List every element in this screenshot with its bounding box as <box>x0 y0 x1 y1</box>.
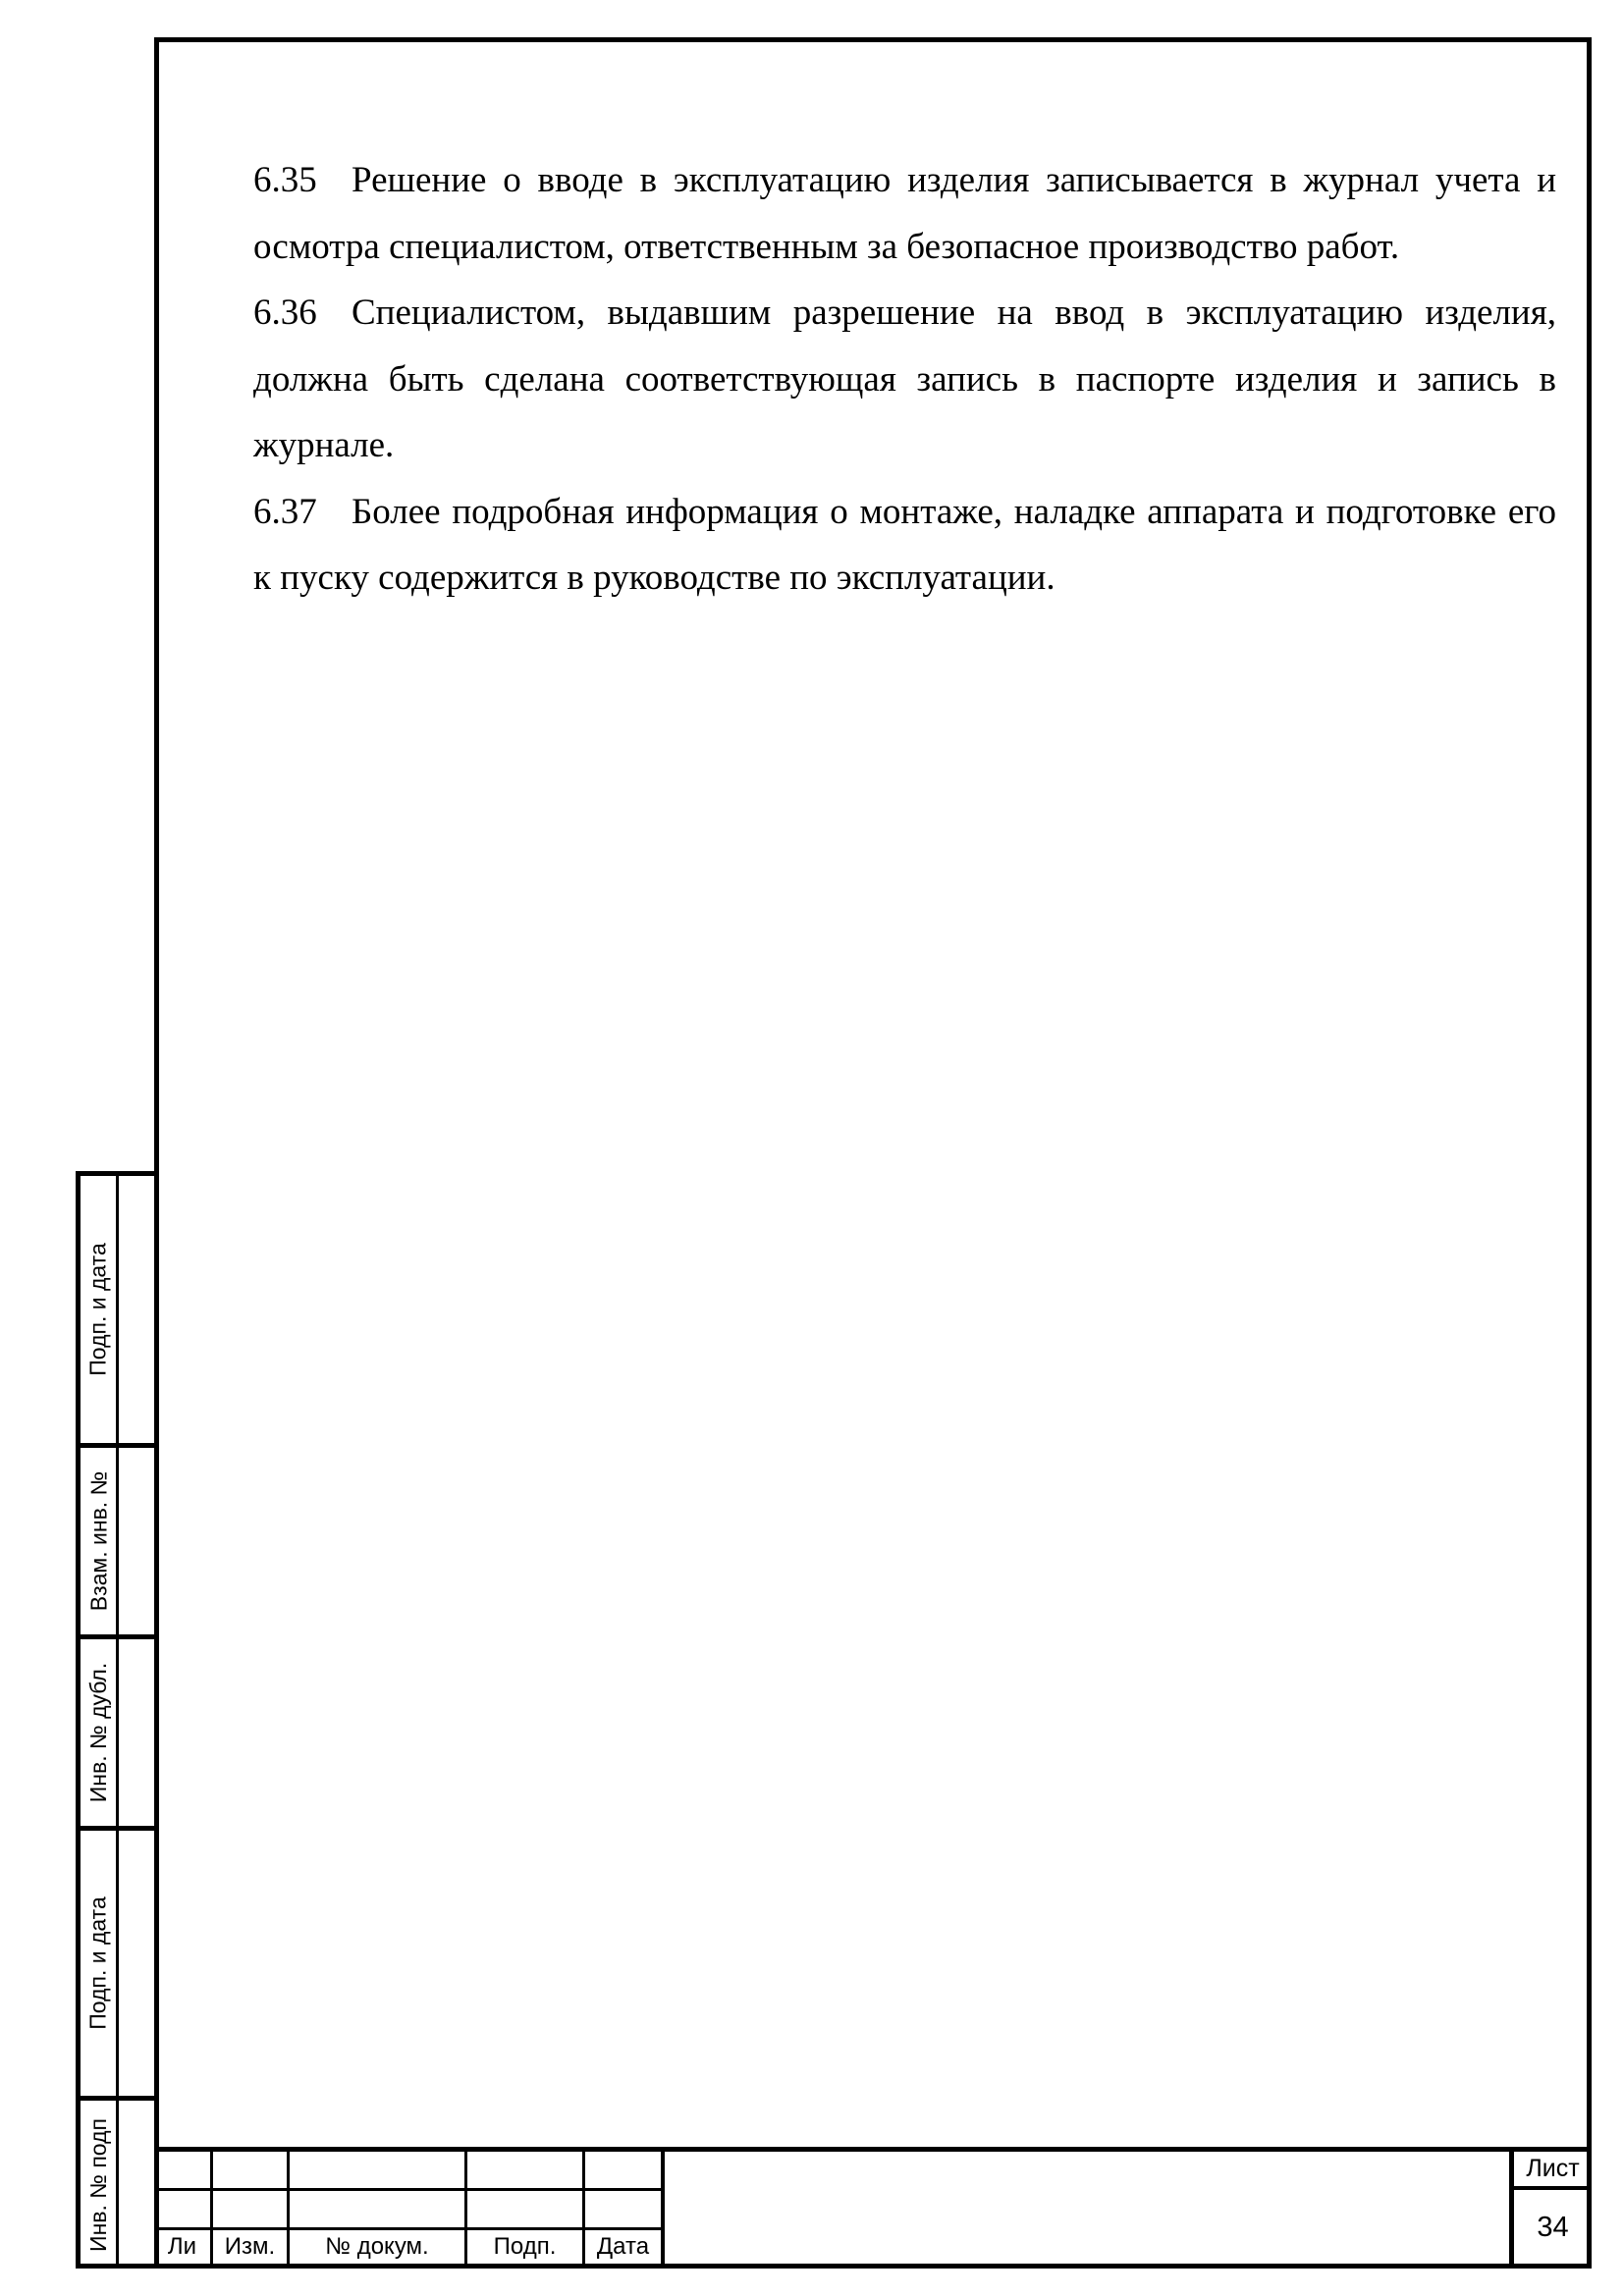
side-label: Подп. и дата <box>85 1243 112 1376</box>
side-label: Взам. инв. № <box>85 1470 111 1612</box>
side-cell-signature-date-2 <box>81 1831 116 2096</box>
title-block-row-line <box>154 2188 661 2191</box>
column-label-li: Ли <box>167 2233 197 2260</box>
sheet-number: 34 <box>1537 2212 1569 2243</box>
paragraph-number: 6.35 <box>253 160 317 200</box>
column-label-signature: Подп. <box>493 2233 557 2260</box>
sheet-label: Лист <box>1526 2155 1580 2182</box>
side-cell-original-inv <box>81 2101 116 2269</box>
column-label-date: Дата <box>596 2233 650 2260</box>
paragraph-6-37 <box>253 479 1556 612</box>
paragraph-text: Специалистом, выдавшим разрешение на ввод в эксплуатацию изделия, должна быть сделана соответствующая запись в паспорте изделия и запись в журнале. <box>253 293 1556 465</box>
side-label: Инв. № подп <box>85 2117 112 2252</box>
paragraph-6-35 <box>253 147 1556 280</box>
document-body <box>253 147 1556 612</box>
paragraph-text: Более подробная информация о монтаже, наладке аппарата и подготовке его к пуску содержится в руководстве по эксплуатации. <box>253 491 1556 598</box>
side-cell-signature-date-1 <box>81 1176 116 1443</box>
title-block <box>154 2147 1592 2269</box>
side-label: Инв. № дубл. <box>85 1662 111 1803</box>
side-label: Подп. и дата <box>85 1896 112 2030</box>
paragraph-number: 6.36 <box>253 293 317 333</box>
paragraph-text: Решение о вводе в эксплуатацию изделия записывается в журнал учета и осмотра специалистом, ответственным за безопасное производство работ. <box>253 160 1556 267</box>
title-block-column-line <box>661 2147 665 2269</box>
column-label-document-number: № докум. <box>325 2233 429 2260</box>
sheet-cell <box>1509 2147 1592 2269</box>
side-cell-duplicate-inv <box>81 1639 116 1826</box>
paragraph-6-36 <box>253 280 1556 479</box>
side-cell-replacement-inv <box>81 1448 116 1634</box>
side-stamp <box>76 1171 156 2269</box>
paragraph-number: 6.37 <box>253 491 317 532</box>
column-label-change: Изм. <box>224 2233 276 2260</box>
title-block-top-border <box>154 2147 1592 2152</box>
